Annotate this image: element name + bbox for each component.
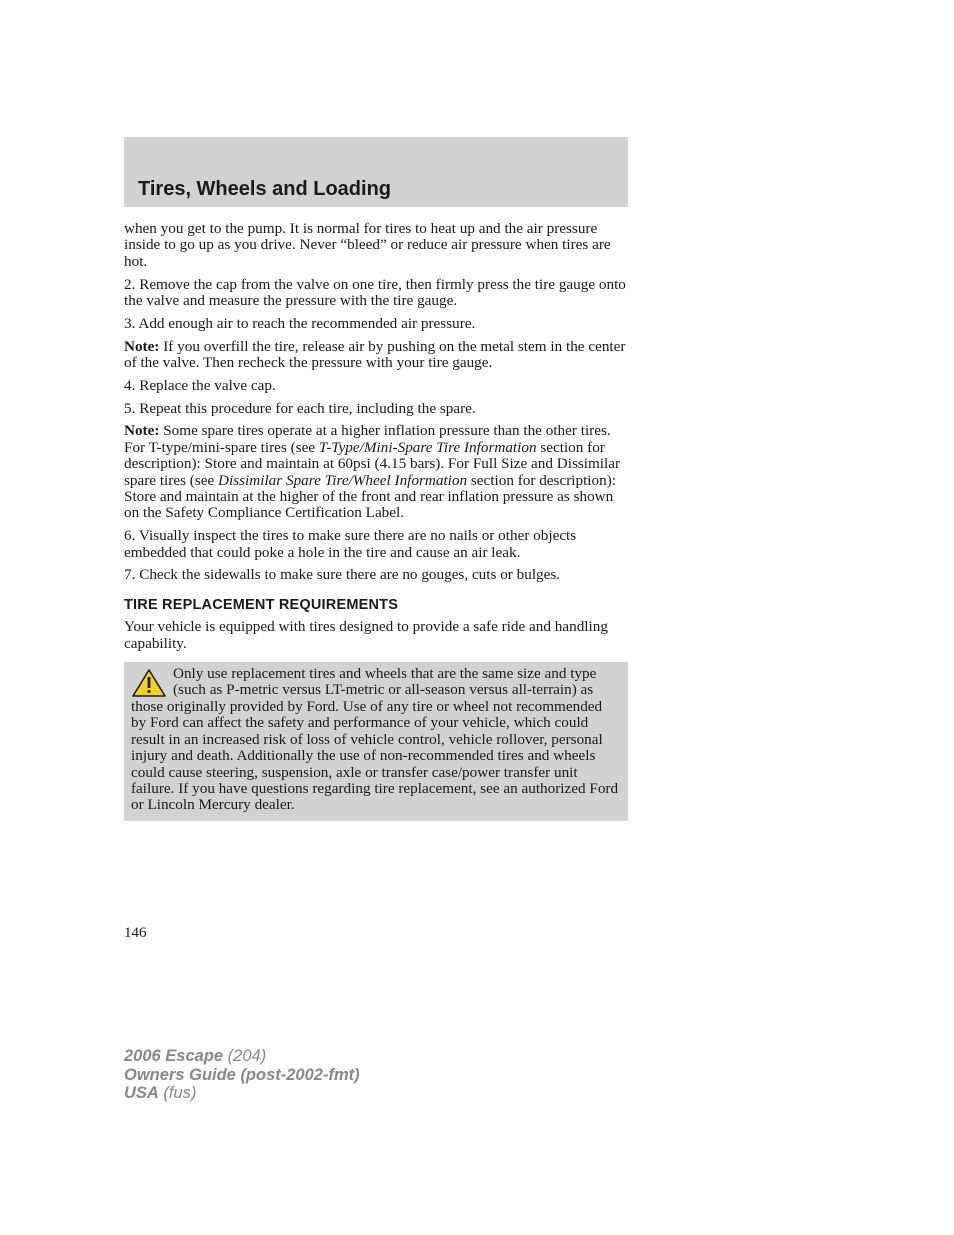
note-text: section for description): Store and maintain at the higher of the front and rear inflation pressure as shown on the Safety Compliance Certification Label. (124, 471, 616, 522)
subsection-heading: TIRE REPLACEMENT REQUIREMENTS (124, 596, 399, 613)
footer-market: USA (124, 1084, 159, 1102)
section-header-band (124, 137, 628, 207)
footer-model: 2006 Escape (124, 1047, 224, 1065)
step-6: 6. Visually inspect the tires to make sure there are no nails or other objects embedded that could poke a hole in the tire and cause an air leak. (124, 527, 577, 561)
page-content (124, 221, 628, 821)
note-label: Note: (124, 337, 160, 355)
footer-model-code: (204) (223, 1047, 267, 1065)
page-number: 146 (124, 925, 147, 941)
step-3: 3. Add enough air to reach the recommended air pressure. (124, 314, 476, 332)
step-4: 4. Replace the valve cap. (124, 376, 276, 394)
cross-reference: Dissimilar Spare Tire/Wheel Information (218, 471, 468, 489)
footer-line-market (124, 1084, 360, 1103)
document-footer (124, 1047, 360, 1103)
footer-guide: Owners Guide (post-2002-fmt) (124, 1065, 360, 1084)
warning-box (124, 662, 628, 821)
warning-text: Only use replacement tires and wheels that are the same size and type (such as P-metric versus LT-metric or all-season versus all-terrain) as those originally provided by Ford. Use of any tire or wheel not recommended by Ford can affect the safety and performance of your vehicle, which could result in an increased risk of loss of vehicle control, vehicle rollover, personal injury and death. Additionally the use of non-recommended tires and wheels could cause steering, suspension, axle or transfer case/power transfer unit failure. If you have questions regarding tire replacement, see an authorized Ford or Lincoln Mercury dealer. (131, 665, 619, 814)
footer-line-model (124, 1047, 360, 1066)
subsection-intro: Your vehicle is equipped with tires designed to provide a safe ride and handling capability. (124, 618, 608, 652)
note-spare-tires (124, 423, 628, 521)
note-text: If you overfill the tire, release air by pushing on the metal stem in the center of the valve. Then recheck the pressure with your tire gauge. (124, 337, 626, 372)
section-title: Tires, Wheels and Loading (138, 178, 392, 200)
note-text: Some spare tires operate at a higher inflation pressure than the other tires. For T-type/mini-spare tires (see (124, 422, 611, 456)
footer-line-guide (124, 1066, 360, 1085)
note-label: Note: (124, 422, 160, 440)
step-2: 2. Remove the cap from the valve on one tire, then firmly press the tire gauge onto the valve and measure the pressure with the tire gauge. (124, 275, 626, 310)
step-5: 5. Repeat this procedure for each tire, including the spare. (124, 399, 476, 417)
paragraph-continued: when you get to the pump. It is normal for tires to heat up and the air pressure inside to go up as you drive. Never “bleed” or reduce air pressure when tires are hot. (124, 220, 611, 270)
warning-triangle-icon (131, 668, 167, 698)
note-text: section for description): Store and maintain at 60psi (4.15 bars). For Full Size and Dissimilar spare tires (see (124, 438, 621, 489)
note-overfill (124, 339, 628, 372)
cross-reference: T-Type/Mini-Spare Tire Information (318, 438, 537, 456)
step-7: 7. Check the sidewalls to make sure there are no gouges, cuts or bulges. (124, 566, 561, 584)
footer-market-code: (fus) (158, 1084, 197, 1102)
